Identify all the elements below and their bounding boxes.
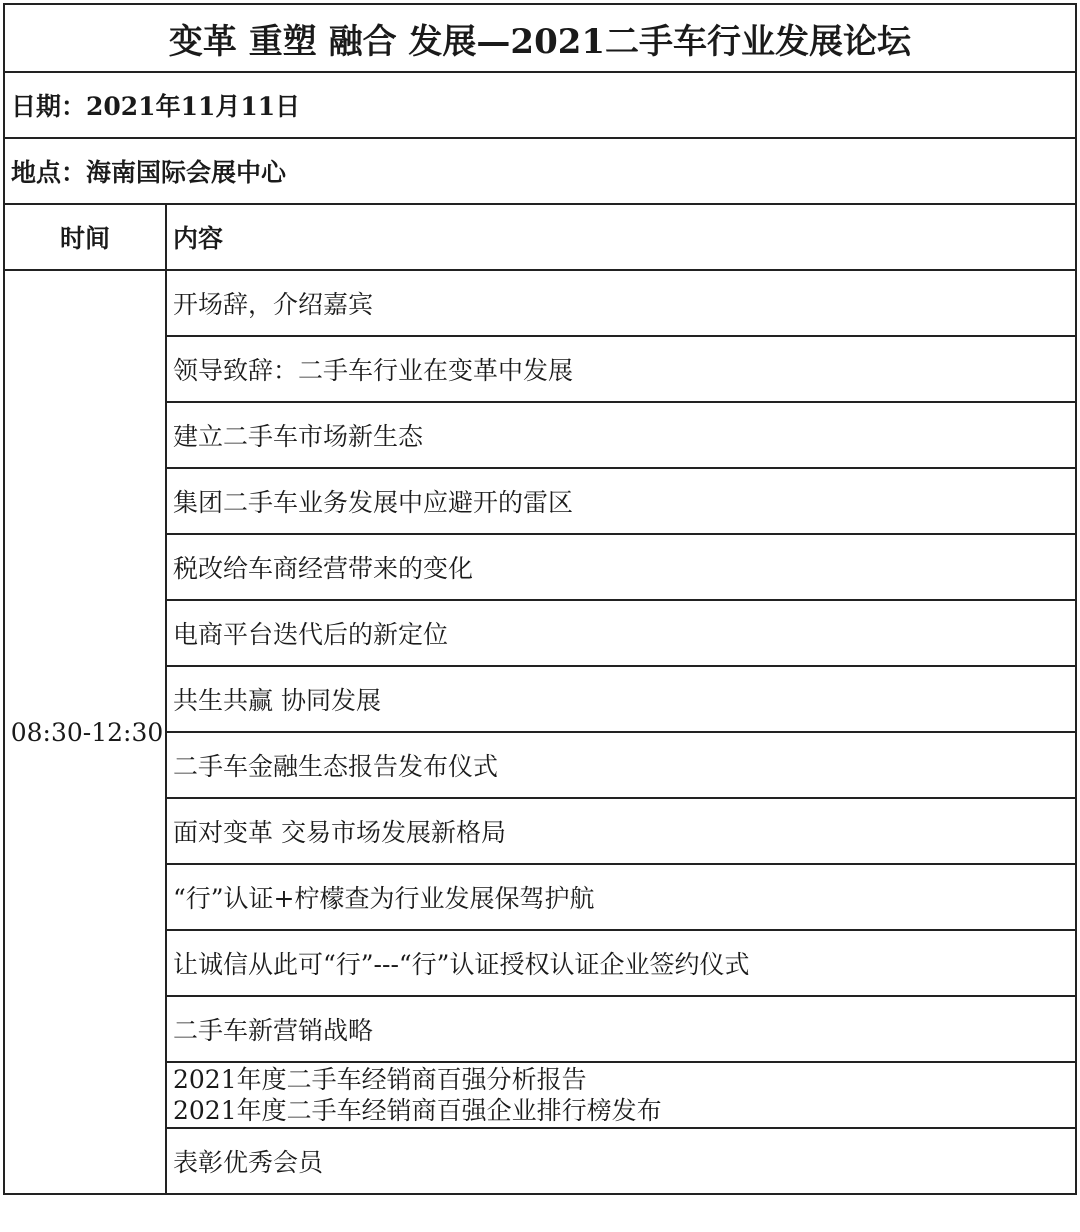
location-row <box>4 138 1076 204</box>
agenda-item-text: 2021年度二手车经销商百强分析报告 <box>173 1065 587 1094</box>
agenda-item-text: 开场辞，介绍嘉宾 <box>173 290 374 319</box>
agenda-item <box>166 336 1076 402</box>
agenda-item <box>166 1062 1076 1128</box>
agenda-item <box>166 1128 1076 1194</box>
agenda-item-text: 电商平台迭代后的新定位 <box>173 620 449 649</box>
agenda-item <box>166 930 1076 996</box>
event-date: 日期：2021年11月11日 <box>4 72 1076 138</box>
agenda-item-text: 集团二手车业务发展中应避开的雷区 <box>173 488 574 517</box>
agenda-item <box>166 864 1076 930</box>
page-title: 变革 重塑 融合 发展—2021二手车行业发展论坛 <box>4 4 1076 72</box>
agenda-item <box>166 402 1076 468</box>
agenda-item <box>166 600 1076 666</box>
agenda-item-text: 二手车金融生态报告发布仪式 <box>173 752 499 781</box>
agenda-item-text: 表彰优秀会员 <box>173 1148 324 1177</box>
column-header-content: 内容 <box>166 204 1076 270</box>
agenda-item-text: 2021年度二手车经销商百强企业排行榜发布 <box>173 1096 662 1125</box>
date-row <box>4 72 1076 138</box>
forum-agenda-table <box>3 3 1077 1195</box>
agenda-item <box>166 732 1076 798</box>
agenda-item-text: 面对变革 交易市场发展新格局 <box>173 818 506 847</box>
agenda-item-text: “行”认证+柠檬查为行业发展保驾护航 <box>173 884 595 913</box>
agenda-item-text: 二手车新营销战略 <box>173 1016 374 1045</box>
agenda-item-text: 领导致辞：二手车行业在变革中发展 <box>173 356 574 385</box>
agenda-item-text: 建立二手车市场新生态 <box>173 422 424 451</box>
title-row <box>4 4 1076 72</box>
agenda-item-text: 让诚信从此可“行”---“行”认证授权认证企业签约仪式 <box>173 950 750 979</box>
event-location: 地点：海南国际会展中心 <box>4 138 1076 204</box>
agenda-item <box>166 468 1076 534</box>
agenda-item <box>166 270 1076 336</box>
agenda-row <box>4 270 1076 336</box>
agenda-item <box>166 534 1076 600</box>
agenda-item-text: 共生共赢 协同发展 <box>173 686 381 715</box>
session-time: 08:30-12:30 <box>4 270 166 1194</box>
header-row <box>4 204 1076 270</box>
agenda-item <box>166 798 1076 864</box>
column-header-time: 时间 <box>4 204 166 270</box>
agenda-item <box>166 996 1076 1062</box>
agenda-item <box>166 666 1076 732</box>
agenda-item-text: 税改给车商经营带来的变化 <box>173 554 474 583</box>
